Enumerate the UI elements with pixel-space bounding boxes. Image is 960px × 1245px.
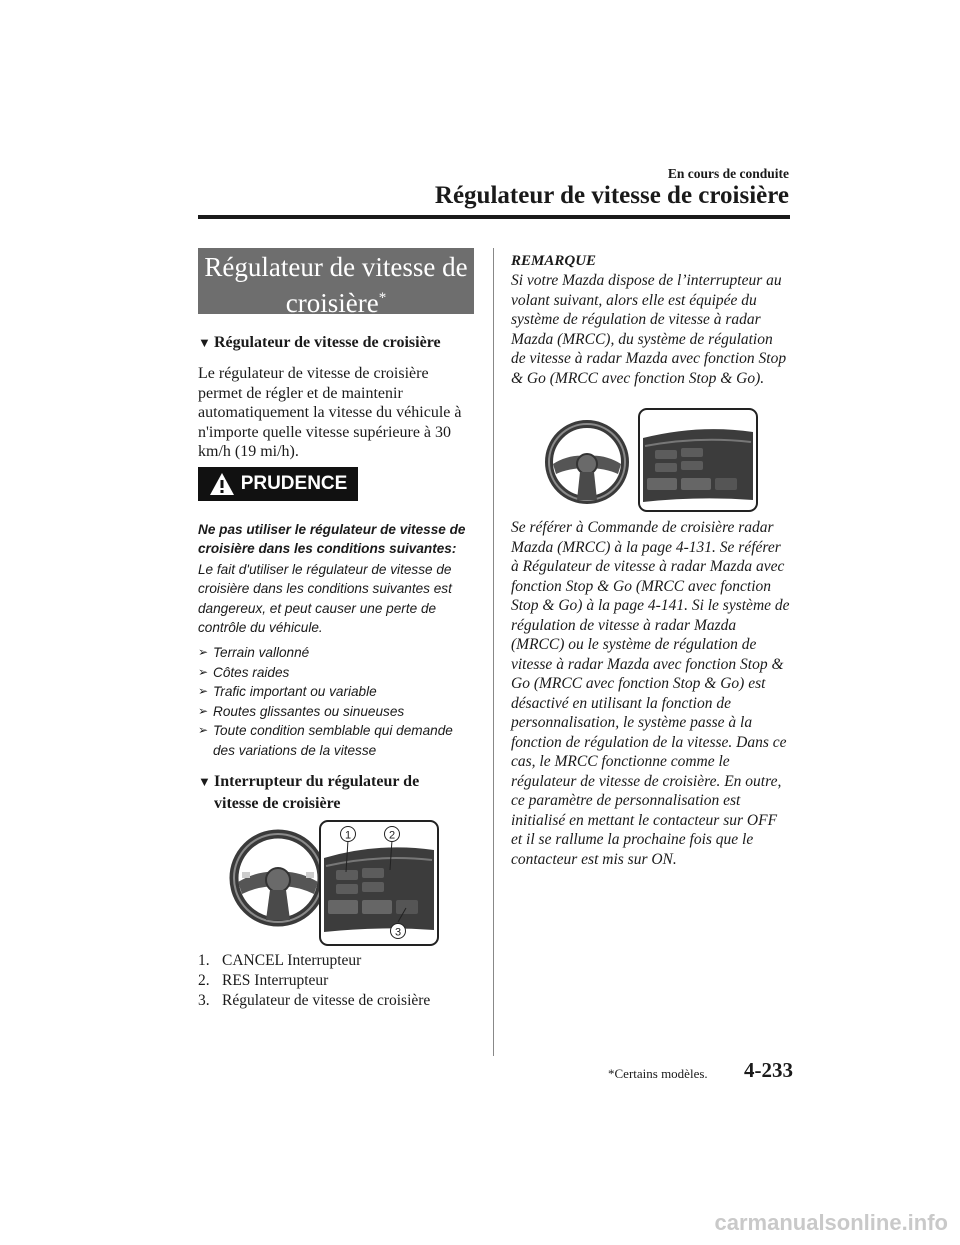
list-item: ➢ Trafic important ou variable	[198, 682, 478, 702]
list-item: 3. Régulateur de vitesse de croisière	[198, 992, 431, 1009]
subheading-label: Régulateur de vitesse de croisière	[214, 334, 441, 351]
page-number: 4-233	[744, 1058, 793, 1082]
list-item: ➢ Terrain vallonné	[198, 643, 478, 663]
callout-1	[341, 827, 356, 842]
footnote-models: *Certains modèles.	[608, 1066, 708, 1081]
arrow-bullet-icon: ➢	[198, 645, 209, 659]
svg-text:3: 3	[394, 926, 402, 939]
steering-wheel-switch-illustration	[228, 820, 440, 946]
steering-wheel	[549, 424, 625, 500]
title-asterisk: *	[378, 290, 387, 306]
list-item: ➢ Routes glissantes ou sinueuses	[198, 702, 478, 722]
steering-wheel	[234, 834, 322, 922]
svg-text:2: 2	[388, 829, 396, 842]
column-divider	[493, 248, 494, 1056]
note-label: REMARQUE	[511, 253, 597, 269]
list-item: 1. CANCEL Interrupteur	[198, 952, 362, 969]
caution-bullet-list	[198, 643, 478, 760]
caution-bold-text: Ne pas utiliser le régulateur de vitesse de croisière dans les conditions suivantes:	[198, 522, 466, 557]
list-item: 2. RES Interrupteur	[198, 972, 329, 989]
running-header-section: En cours de conduite	[667, 166, 789, 181]
switch-inset	[320, 821, 438, 945]
arrow-bullet-icon: ➢	[198, 664, 209, 679]
caution-body-text: Le fait d'utiliser le régulateur de vitesse de croisière dans les conditions suivantes est dangereux, et peut causer une perte de contrôle du véhicule.	[198, 562, 452, 635]
down-triangle-icon: ▼	[198, 335, 211, 350]
section-title: Régulateur de vitesse de croisière	[204, 252, 468, 318]
header-rule	[198, 215, 790, 219]
intro-paragraph: Le régulateur de vitesse de croisière permet de régler et de maintenir automatiquement la vitesse du véhicule à n'importe quelle vitesse supérieure à 30 km/h (19 mi/h).	[198, 365, 462, 460]
caution-label: PRUDENCE	[240, 473, 348, 494]
warning-triangle-icon	[209, 472, 235, 496]
arrow-bullet-icon: ➢	[198, 723, 209, 737]
down-triangle-icon: ▼	[198, 774, 211, 789]
subheading-cruise-control	[198, 332, 441, 354]
svg-text:1: 1	[344, 829, 352, 842]
section-title-box	[198, 248, 474, 318]
running-header-title: Régulateur de vitesse de croisière	[434, 182, 789, 209]
subheading-label-line2: vitesse de croisière	[214, 795, 341, 812]
subheading-label: Interrupteur du régulateur de	[214, 773, 420, 790]
mrcc-wheel-illustration	[543, 408, 759, 512]
arrow-bullet-icon: ➢	[198, 684, 209, 698]
switch-legend-list	[198, 951, 488, 1011]
subheading-switch	[198, 771, 419, 815]
list-item: ➢ Toute condition semblable qui demande des variations de la vitesse	[198, 723, 453, 758]
note-body-text: Se référer à Commande de croisière radar Mazda (MRCC) à la page 4-131. Se référer à Régulateur de vitesse à radar Mazda avec fonction Stop & Go (MRCC avec fonction Stop & Go) à la page 4-141. Si le système de régulation de vitesse à radar Mazda (MRCC) ou le système de régulation de vitesse à radar Mazda avec fonction Stop & Go (MRCC avec fonction Stop & Go) est désactivé en utilisant la fonction de personnalisation, le système passe à la fonction de régulation de la vitesse. Dans ce cas, le MRCC fonctionne comme le régulateur de vitesse de croisière. En outre, ce paramètre de personnalisation est initialisé en mettant le contacteur sur OFF et il se rallume la prochaine fois que le contacteur est mis sur ON.	[511, 519, 790, 868]
caution-badge	[198, 467, 358, 501]
switch-inset	[639, 409, 757, 511]
list-item: ➢ Côtes raides	[198, 663, 478, 683]
watermark: carmanualsonline.info	[714, 1210, 948, 1235]
note-intro-text: Si votre Mazda dispose de l’interrupteur au volant suivant, alors elle est équipée du système de régulation de vitesse à radar Mazda (MRCC), du système de régulation de vitesse à radar Mazda avec fonction Stop & Go (MRCC avec fonction Stop & Go).	[511, 272, 787, 387]
callout-3	[391, 924, 406, 939]
arrow-bullet-icon: ➢	[198, 703, 209, 718]
callout-2	[385, 827, 400, 842]
